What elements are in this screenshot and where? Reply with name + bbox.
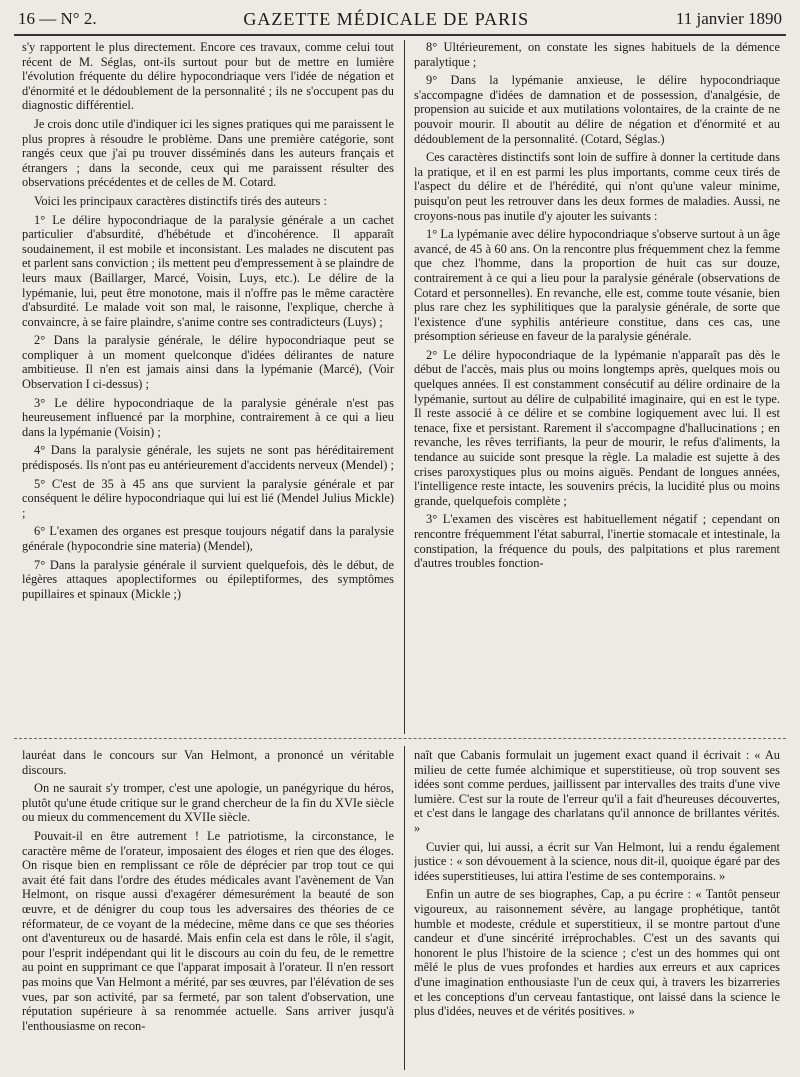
journal-title: GAZETTE MÉDICALE DE PARIS bbox=[243, 8, 530, 29]
paragraph: Voici les principaux caractères distinctifs tirés des auteurs : bbox=[34, 193, 327, 208]
paragraph: 2° Le délire hypocondriaque de la lypémanie n'apparaît pas dès le début de l'accès, mais plus ou moins longtemps après, quelques mois ou quelques années. Il est constamment consécutif au délire ordinaire de la lypémanie, surtout au délire de culpabilité imaginaire, qui en est le type. Il reste associé à ce délire et se combine logiquement avec lui. Il est tenace, fixe et persistant. Rarement il s'accompagne d'hallucinations ; en revanche, les rêves terrifiants, la peur de mourir, le refus d'aliments, la tendance au suicide sont presque la règle. La maladie est sujette à des crises paroxystiques plus ou moins aiguës. Pendant de longues années, l'intelligence reste intacte, les souvenirs précis, la lucidité plus ou moins grande, quelquefois complète ; bbox=[414, 347, 780, 508]
paragraph: 1° Le délire hypocondriaque de la paralysie générale a un cachet particulier d'absurdité, d'hébétude et d'incohérence. Il apparaît soudainement, il est mobile et inconsistant. Les malades ne discutent pas et parlent sans conviction ; ils mettent peu d'empressement à se plaindre de leurs maux (Baillarger, Marcé, Voisin, Luys, etc.). Le délire de la lypémanie, lui, peut être monotone, mais il n'offre pas le même caractère d'absurdité. Le malade voit son mal, le raisonne, l'explique, cherche à convaincre, à se faire plaindre, s'anime contre ses contradicteurs (Luys) ; bbox=[22, 212, 394, 329]
paragraph: On ne saurait s'y tromper, c'est une apologie, un panégyrique du héros, plutôt qu'une étude critique sur le grand chercheur de la fin du XVIe siècle ou mieux du commencement du XVIIe siècle. bbox=[22, 781, 394, 825]
paragraph: Ces caractères distinctifs sont loin de suffire à donner la certitude dans la pratique, et il en est parmi les plus importants, comme ceux tirés de l'aspect du délire et de l'hérédité, qui n'ont qu'une valeur minime, puisqu'on peut les retrouver dans les deux formes de maladies. Aussi, ne croyons-nous pas inutile d'y ajouter les suivants : bbox=[414, 150, 780, 223]
paragraph: lauréat dans le concours sur Van Helmont, a prononcé un véritable discours. bbox=[22, 748, 394, 777]
lower-left-column bbox=[22, 748, 394, 1070]
paragraph: 1° La lypémanie avec délire hypocondriaque s'observe surtout à un âge avancé, de 45 à 60 ans. On la rencontre plus fréquemment chez la femme que chez l'homme, dans la proportion de huit cas sur douze, contrairement à ce qui a lieu pour la paralysie générale (observations de Cotard et personnelles). En revanche, elle est, comme toute vésanie, bien plus rare chez les syphilitiques que la paralysie générale, de sorte que l'existence d'une syphilis antérieure constitue, dans ces cas, une présomption sérieuse en faveur de la paralysie générale. bbox=[414, 227, 780, 344]
header-rule bbox=[14, 34, 786, 36]
paragraph: s'y rapportent le plus directement. Encore ces travaux, comme celui tout récent de M. Séglas, ont-ils surtout pour but de mettre en lumière l'évolution fréquente du délire hypocondriaque vers l'idée de négation et d'énormité et le dédoublement de la personnalité ; ils ne s'occupent pas du diagnostic différentiel. bbox=[22, 40, 394, 113]
page-header bbox=[18, 6, 782, 32]
paragraph: Cuvier qui, lui aussi, a écrit sur Van Helmont, lui a rendu également justice : « son dévouement à la science, nous dit-il, quoique égaré par des idées superstitieuses, lui attira l'estime de ses contemporains. » bbox=[414, 839, 780, 883]
paragraph: 4° Dans la paralysie générale, les sujets ne sont pas héréditairement prédisposés. Ils n'ont pas eu antérieurement d'accidents nerveux (Mendel) ; bbox=[22, 443, 394, 473]
paragraph: 3° Le délire hypocondriaque de la paralysie générale n'est pas heureusement influencé par la morphine, contrairement à ce qui a lieu dans la lypémanie (Voisin) ; bbox=[22, 395, 394, 439]
paragraph: 9° Dans la lypémanie anxieuse, le délire hypocondriaque s'accompagne d'idées de damnation et de possession, d'analgésie, de propension au suicide et aux mutilations volontaires, de la crainte de ne pouvoir mourir. Il aboutit au délire de négation et d'énormité et au dédoublement de la personnalité. (Cotard, Séglas.) bbox=[414, 73, 780, 146]
upper-left-column bbox=[22, 40, 394, 734]
column-divider-lower bbox=[404, 746, 405, 1070]
paragraph: 6° L'examen des organes est presque toujours négatif dans la paralysie générale (hypocondrie sine materia) (Mendel), bbox=[22, 524, 394, 553]
paragraph: 8° Ultérieurement, on constate les signes habituels de la démence paralytique ; bbox=[414, 40, 780, 69]
lower-right-column bbox=[414, 748, 780, 1070]
paragraph: naît que Cabanis formulait un jugement exact quand il écrivait : « Au milieu de cette fumée alchimique et superstitieuse, où trop souvent ses idées sont comme perdues, jaillissent par intervalles des traits d'une vive lumière. C'est sur la route de l'erreur qu'il a fait d'heureuses découvertes, et c'est dans le langage des charlatans qu'il annonce de brillantes vérités. » bbox=[414, 748, 780, 835]
paragraph: Enfin un autre de ses biographes, Cap, a pu écrire : « Tantôt penseur vigoureux, au raisonnement sévère, au langage prophétique, tantôt humble et modeste, crédule et superstitieux, il se montre partout d'une candeur et d'une sincérité irréprochables. C'est un des savants qui honorent le plus l'histoire de la science ; c'est un des hommes qui ont mêlé le plus de vues profondes et hardies aux erreurs et aux caprices d'une imagination enthousiaste l'un de ceux qui, à travers les bizarreries et les conceptions d'un cerveau fantastique, ont laissé dans la science le plus d'idées, neuves et de vérités positives. » bbox=[414, 887, 780, 1019]
section-separator bbox=[14, 738, 786, 739]
paragraph: 2° Dans la paralysie générale, le délire hypocondriaque peut se compliquer à un moment quelconque d'idées délirantes de nature ambitieuse. Il n'en est jamais ainsi dans la lypémanie (Marcé), (Voir Observation I ci-dessus) ; bbox=[22, 333, 394, 392]
paragraph: 3° L'examen des viscères est habituellement négatif ; cependant on rencontre fréquemment l'état saburral, l'inertie stomacale et intestinale, la constipation, la fréquence du pouls, des palpitations et plus rarement d'autres troubles fonction- bbox=[414, 512, 780, 571]
page-number: 16 — N° 2. bbox=[18, 9, 97, 28]
issue-date: 11 janvier 1890 bbox=[675, 9, 782, 28]
paragraph: Je crois donc utile d'indiquer ici les signes pratiques qui me paraissent le plus propres à résoudre le problème. Dans une première catégorie, sont rangés ceux que j'ai pu trouver disséminés dans les auteurs français et étrangers ; dans la seconde, ceux qui me paraissent résulter des observations précédentes et de celles de M. Cotard. bbox=[22, 116, 394, 190]
paragraph: 5° C'est de 35 à 45 ans que survient la paralysie générale et par conséquent le délire hypocondriaque qui lui est lié (Mendel Julius Mickle) ; bbox=[22, 476, 394, 520]
paragraph: Pouvait-il en être autrement ! Le patriotisme, la circonstance, le caractère même de l'orateur, imposaient des éloges et rien que des éloges. On risque bien en remplissant ce rôle de déprécier par trop tout ce qui avait été fait dans l'ordre des études médicales avant l'avènement de Van Helmont, on risque aussi d'exagérer démesurément la beauté de son œuvre, et de dénigrer du coup tous les adversaires des théories de ce réformateur, de ce voyant de la médecine, même dans ce que ses théories ont d'aventureux ou de hasardé. Mais enfin cela est dans le rôle, il s'agit, pour l'esprit indépendant qui lit le discours au coin du feu, de le remettre au point en supprimant ce que l'apparat imposait à l'orateur. Il n'en ressort pas moins que Van Helmont a mérité, par ses œuvres, par l'élévation de ses vues, par son activité, par sa fermeté, par son talent d'observation, une réputation supérieure à sa renommée actuelle. Sans arriver jusqu'à l'enthousiasme on recon- bbox=[22, 828, 394, 1033]
column-divider-upper bbox=[404, 40, 405, 734]
upper-right-column bbox=[414, 40, 780, 734]
paragraph: 7° Dans la paralysie générale il survient quelquefois, dès le début, de légères attaques apoplectiformes ou épileptiformes, des symptômes pupillaires et spinaux (Mickle ;) bbox=[22, 557, 394, 601]
